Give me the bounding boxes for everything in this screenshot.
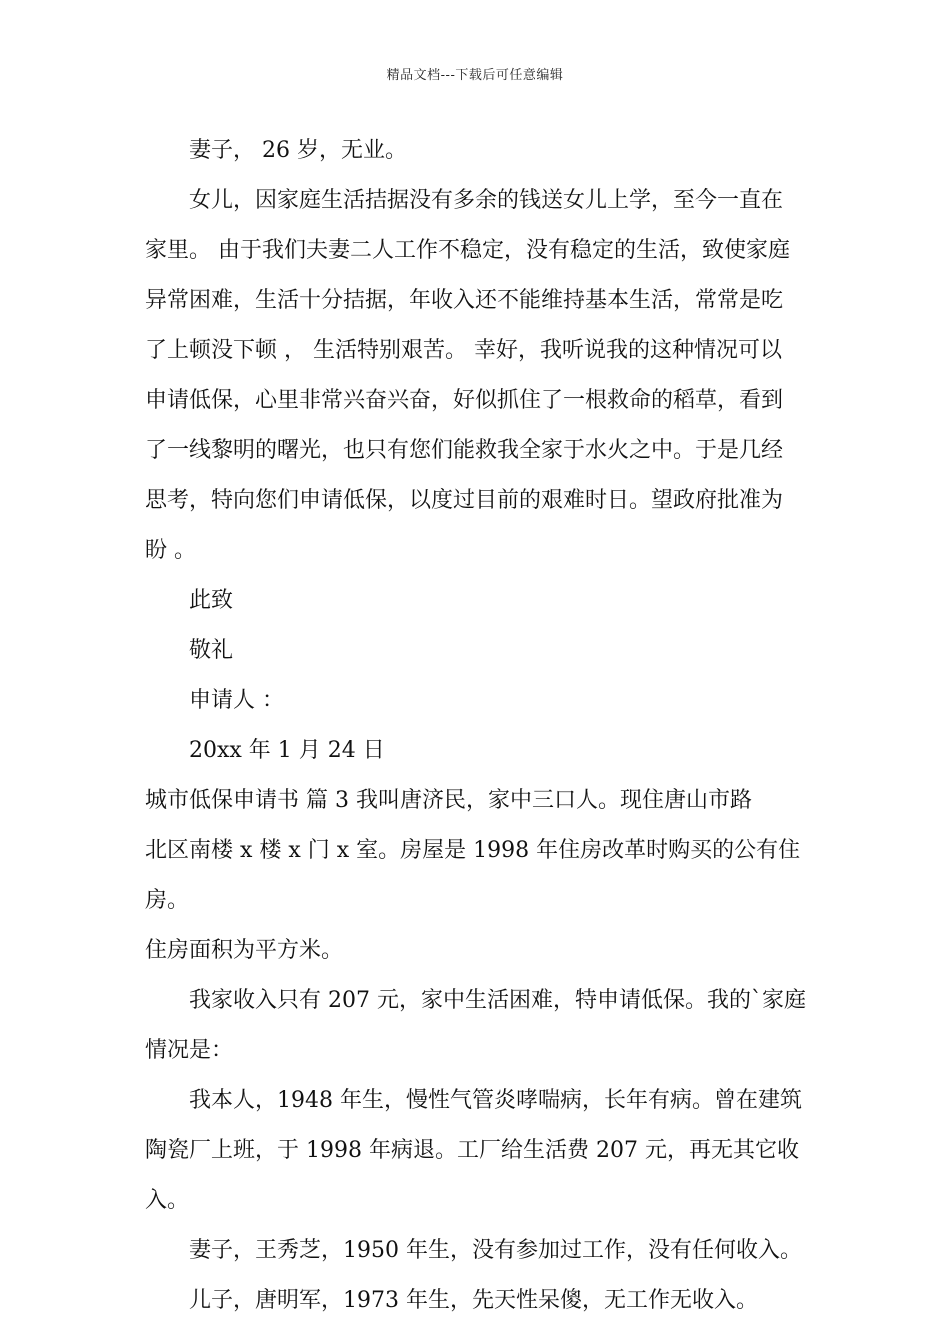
body-line: 妻子， 26 岁，无业。 [189,138,407,163]
document-body [145,126,810,1326]
closing-salutation: 此致 [189,588,234,613]
body-line: 情况是： [145,1038,234,1063]
body-line: 了一线黎明的曙光，也只有您们能救我全家于水火之中。于是几经 [145,438,784,463]
body-line: 儿子，唐明军，1973 年生，先天性呆傻，无工作无收入。 [189,1288,758,1313]
body-line: 申请低保，心里非常兴奋兴奋，好似抓住了一根救命的稻草，看到 [145,388,784,413]
date-line: 20xx 年 1 月 24 日 [189,738,385,763]
body-line: 北区南楼 x 楼 x 门 x 室。房屋是 1998 年住房改革时购买的公有住房。 [145,838,801,913]
body-line: 住房面积为平方米。 [145,938,344,963]
body-line: 我家收入只有 207 元，家中生活困难，特申请低保。我的`家庭 [189,988,806,1013]
section-title-line: 城市低保申请书 篇 3 我叫唐济民，家中三口人。现住唐山市路 [145,788,752,813]
body-line: 陶瓷厂上班，于 1998 年病退。工厂给生活费 207 元，再无其它收入。 [145,1138,799,1213]
body-line: 家里。 由于我们夫妻二人工作不稳定，没有稳定的生活，致使家庭 [145,238,790,263]
body-line: 女儿，因家庭生活拮据没有多余的钱送女儿上学，至今一直在 [189,188,784,213]
applicant-label: 申请人 ： [189,688,284,713]
body-line: 了上顿没下顿 ， 生活特别艰苦。 幸好，我听说我的这种情况可以 [145,338,782,363]
body-line: 异常困难，生活十分拮据，年收入还不能维持基本生活，常常是吃 [145,288,784,313]
page-header: 精品文档---下载后可任意编辑 [386,68,564,83]
body-line: 盼 。 [145,538,196,563]
body-line: 妻子，王秀芝，1950 年生，没有参加过工作，没有任何收入。 [189,1238,802,1263]
body-line: 我本人，1948 年生，慢性气管炎哮喘病，长年有病。曾在建筑 [189,1088,802,1113]
body-line: 思考，特向您们申请低保，以度过目前的艰难时日。望政府批准为 [145,488,784,513]
closing-regards: 敬礼 [189,638,234,663]
